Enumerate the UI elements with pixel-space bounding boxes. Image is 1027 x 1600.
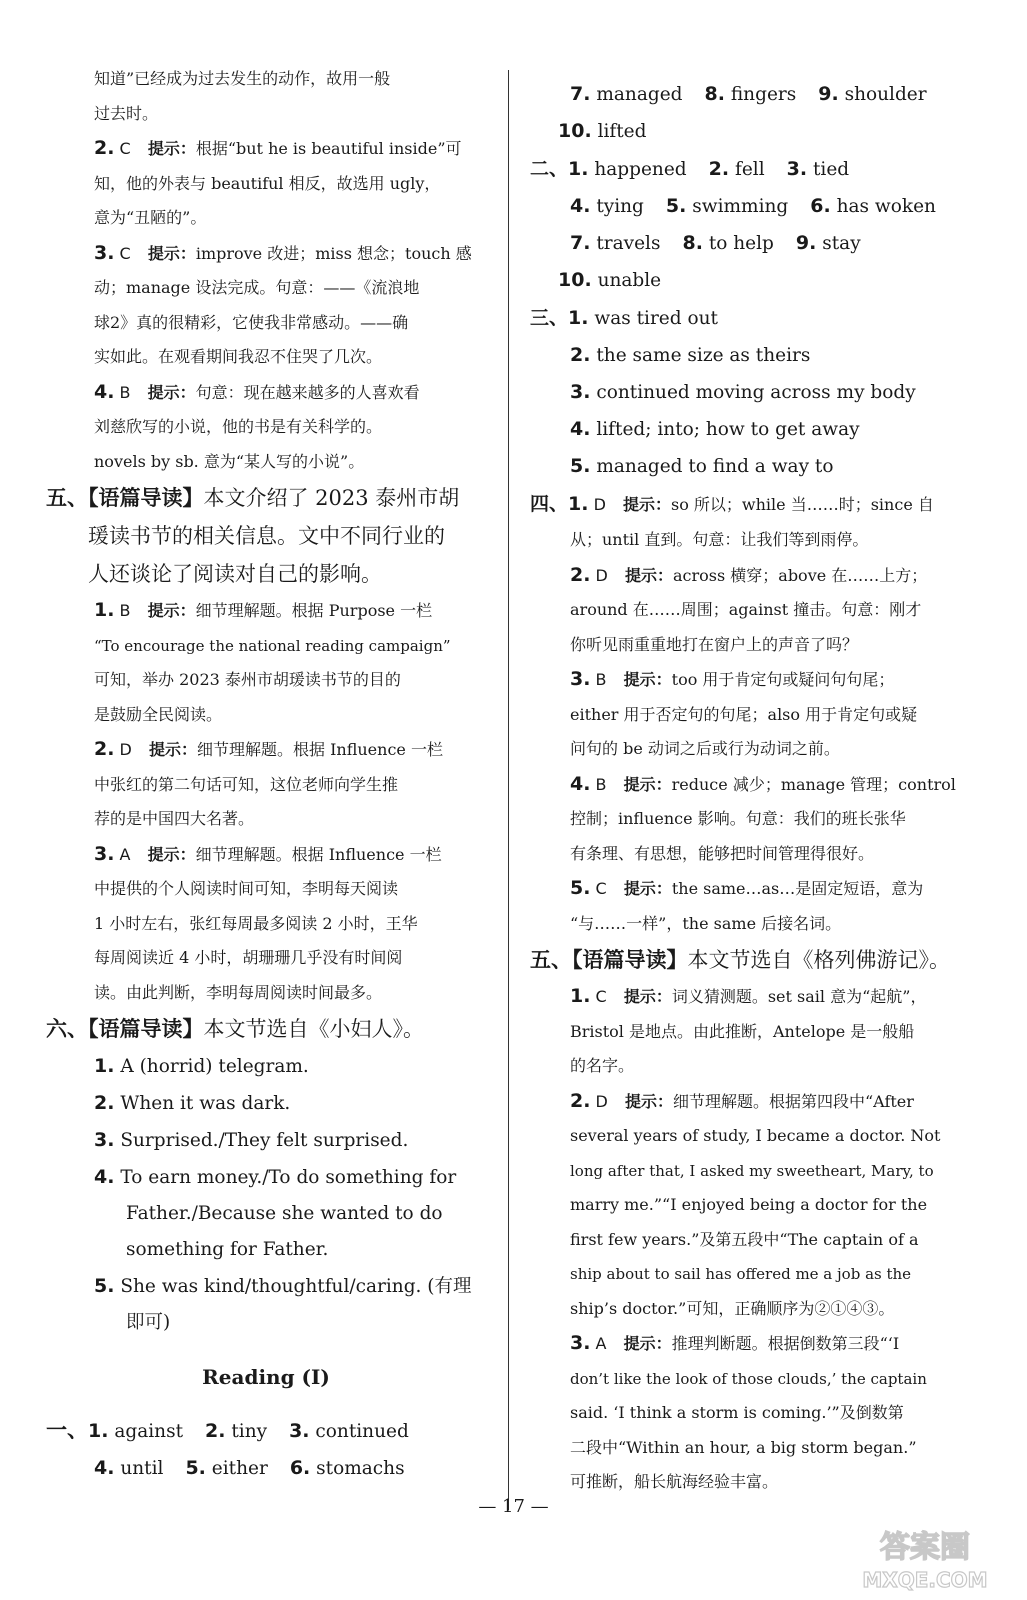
question-number: 4. <box>570 418 591 440</box>
question-item <box>530 1326 985 1500</box>
answer-choice: C <box>595 987 607 1006</box>
text-line: “To encourage the national reading campaign” <box>94 636 451 655</box>
answer-text: tying <box>596 196 644 217</box>
text-line: 句意：现在越来越多的人喜欢看 <box>195 382 420 402</box>
section-number: 四、 <box>530 493 569 515</box>
answer-choice: B <box>595 670 607 689</box>
hint-label: 提示： <box>623 670 672 689</box>
text-line: long after that, I asked my sweetheart, Mary, to <box>570 1161 934 1180</box>
question-number: 4. <box>570 195 591 217</box>
answer-text: shoulder <box>844 84 927 105</box>
text-line: across 横穿；above 在……上方； <box>672 565 928 585</box>
answer-choice: D <box>595 565 608 585</box>
question-item <box>530 979 985 1084</box>
svg-text:答案圈: 答案圈 <box>880 1530 970 1565</box>
hint-label: 提示： <box>147 243 196 263</box>
text-line: 刘慈欣写的小说，他的书是有关科学的。 <box>94 417 383 436</box>
text-line: 荐的是中国四大名著。 <box>94 809 255 828</box>
question-number: 3. <box>570 668 591 690</box>
question-item <box>46 837 486 1011</box>
text-line: 你听见雨重重地打在窗户上的声音了吗？ <box>570 634 859 654</box>
question-number: 2. <box>94 137 115 159</box>
answer-text: managed to find a way to <box>596 456 834 477</box>
question-number: 3. <box>94 241 115 264</box>
question-number: 4. <box>94 1166 115 1188</box>
text-line: 1 小时左右，张红每周最多阅读 2 小时，王华 <box>94 913 418 933</box>
text-line: 有条理、有思想，能够把时间管理得很好。 <box>570 843 875 863</box>
text-line: the same…as…是固定短语，意为 <box>671 879 924 898</box>
answer-text: lifted; into; how to get away <box>596 419 860 440</box>
hint-label: 提示： <box>624 565 673 585</box>
text-line: 细节理解题。根据第四段中“After <box>672 1091 914 1111</box>
question-number: 1. <box>88 1420 109 1442</box>
question-number: 2. <box>570 344 591 366</box>
answer-text: travels <box>596 233 661 254</box>
answer-text: tied <box>812 159 850 180</box>
question-number: 4. <box>94 380 115 403</box>
question-number: 2. <box>94 738 115 760</box>
question-number: 3. <box>94 1129 115 1151</box>
answer-text: lifted <box>597 121 647 142</box>
reading-title: Reading (Ⅰ) <box>202 1365 330 1389</box>
text-line: 过去时。 <box>94 103 159 123</box>
question-item <box>46 236 486 375</box>
answer-text: continued <box>315 1421 409 1442</box>
answer-choice: C <box>119 139 131 158</box>
question-item <box>530 1084 985 1327</box>
answer-text: stay <box>822 233 861 254</box>
question-number: 9. <box>795 232 817 254</box>
watermark-logo <box>830 1525 1020 1595</box>
section-five-right <box>530 941 985 979</box>
text-line: 可推断，船长航海经验丰富。 <box>570 1472 779 1491</box>
text-line: 问句的 be 动词之后或行为动词之前。 <box>570 739 840 758</box>
text-line: ship’s doctor.”可知，正确顺序为②①④③。 <box>570 1298 895 1318</box>
question-number: 9. <box>818 83 839 105</box>
answer-choice: B <box>119 382 131 402</box>
text-line: first few years.”及第五段中“The captain of a <box>570 1229 919 1249</box>
question-number: 1. <box>568 307 589 329</box>
question-number: 3. <box>570 381 591 403</box>
hint-label: 提示： <box>623 774 672 794</box>
answer-text: against <box>114 1421 184 1442</box>
right-column <box>530 76 985 1500</box>
question-number: 8. <box>682 232 703 254</box>
text-line: Bristol 是地点。由此推断，Antelope 是一般船 <box>570 1021 915 1041</box>
question-number: 5. <box>185 1457 206 1479</box>
answer-text: to help <box>708 233 774 254</box>
question-number: 1. <box>570 985 591 1007</box>
hint-label: 提示： <box>624 1091 673 1111</box>
answer-choice: D <box>595 1091 608 1111</box>
question-number: 3. <box>289 1420 310 1442</box>
text-line: don’t like the look of those clouds,’ the captain <box>570 1369 927 1388</box>
question-number: 7. <box>570 83 591 105</box>
text-line: 读。由此判断，李明每周阅读时间最多。 <box>94 982 383 1002</box>
question-number: 4. <box>570 772 591 795</box>
hint-label: 提示： <box>147 601 196 620</box>
text-line: 本文节选自《格列佛游记》。 <box>687 948 950 972</box>
answer-text: She was kind/thoughtful/caring. (有理 <box>120 1276 472 1297</box>
left-column <box>46 62 486 1487</box>
question-number: 6. <box>289 1457 311 1479</box>
answer-text: the same size as theirs <box>596 345 811 366</box>
answer-text: tiny <box>231 1421 268 1442</box>
text-line: so 所以；while 当……时；since 自 <box>671 495 934 514</box>
answer-text: has woken <box>836 196 936 217</box>
section-four <box>530 485 985 941</box>
question-number: 5. <box>665 195 687 217</box>
question-number: 5. <box>94 1275 115 1297</box>
question-number: 6. <box>810 195 831 217</box>
svg-text:MXQE.COM: MXQE.COM <box>862 1568 988 1592</box>
section-number: 二、 <box>530 158 569 180</box>
section-five <box>46 479 486 593</box>
question-number: 1. <box>568 158 589 180</box>
section-tag: 【语篇导读】 <box>572 947 688 972</box>
text-line: 中张红的第二句话可知，这位老师向学生推 <box>94 774 399 794</box>
answer-text: something for Father. <box>126 1239 329 1260</box>
text-line: 的名字。 <box>570 1056 635 1075</box>
text-line: 球2》真的很精彩，它使我非常感动。——确 <box>94 312 409 332</box>
text-line: several years of study, I became a doctor. Not <box>570 1126 941 1145</box>
answer-text: happened <box>594 159 687 180</box>
text-line: novels by sb. 意为“某人写的小说”。 <box>94 451 365 471</box>
section-tag: 【语篇导读】 <box>88 485 204 510</box>
answer-list <box>46 1048 486 1341</box>
text-line: “与……一样”，the same 后接名词。 <box>570 913 842 933</box>
text-line: reduce 减少；manage 管理；control <box>671 774 956 794</box>
hint-label: 提示： <box>622 495 671 514</box>
answer-text: unable <box>597 270 662 291</box>
question-number: 3. <box>570 1332 591 1354</box>
answer-choice: D <box>593 495 606 514</box>
question-number: 3. <box>94 842 115 865</box>
answer-choice: C <box>595 879 607 898</box>
text-line: 细节理解题。根据 Influence 一栏 <box>195 844 442 864</box>
hint-label: 提示： <box>623 987 672 1006</box>
answer-text: fingers <box>730 84 797 105</box>
question-item <box>46 732 486 837</box>
section-number: 六、 <box>46 1016 88 1041</box>
answer-list <box>530 76 985 485</box>
question-number: 1. <box>568 493 589 515</box>
page-number: — 17 — <box>478 1496 549 1517</box>
question-number: 5. <box>570 455 591 477</box>
continued-explanation <box>46 62 486 131</box>
text-line: 细节理解题。根据 Purpose 一栏 <box>195 601 433 620</box>
question-number: 5. <box>570 877 591 899</box>
text-line: ship about to sail has offered me a job as the <box>570 1265 912 1283</box>
section-number: 五、 <box>46 485 88 510</box>
question-number: 2. <box>94 1092 115 1114</box>
section-tag: 【语篇导读】 <box>88 1016 204 1041</box>
text-line: around 在……周围；against 撞击。句意：刚才 <box>570 600 922 619</box>
question-number: 2. <box>708 158 730 180</box>
question-number: 1. <box>94 599 115 621</box>
answer-text: either <box>211 1458 268 1479</box>
question-number: 3. <box>786 158 808 180</box>
section-six <box>46 1010 486 1048</box>
hint-label: 提示： <box>147 382 196 402</box>
question-number: 8. <box>704 83 725 105</box>
text-line: 推理判断题。根据倒数第三段“‘I <box>671 1334 900 1353</box>
text-line: 中提供的个人阅读时间可知，李明每天阅读 <box>94 879 399 898</box>
question-item <box>46 593 486 732</box>
answer-text: continued moving across my body <box>596 382 916 403</box>
answer-text: managed <box>596 84 683 105</box>
text-line: 动；manage 设法完成。句意：——《流浪地 <box>94 278 420 297</box>
text-line: 二段中“Within an hour, a big storm began.” <box>570 1437 917 1457</box>
hint-label: 提示： <box>623 879 672 898</box>
section-number: 三、 <box>530 307 569 329</box>
hint-label: 提示： <box>148 740 197 759</box>
text-line: 实如此。在观看期间我忍不住哭了几次。 <box>94 347 383 366</box>
hint-label: 提示： <box>147 139 196 158</box>
answer-choice: A <box>595 1334 607 1353</box>
hint-label: 提示： <box>147 844 196 864</box>
text-line: marry me.”“I enjoyed being a doctor for the <box>570 1195 928 1214</box>
answer-choice: D <box>119 740 132 759</box>
answer-text: swimming <box>692 196 789 217</box>
text-line: either 用于否定句的句尾；also 用于肯定句或疑 <box>570 704 918 724</box>
text-line: 本文介绍了 2023 泰州市胡 <box>203 486 460 510</box>
text-line: 细节理解题。根据 Influence 一栏 <box>196 740 443 759</box>
answer-text: A (horrid) telegram. <box>120 1056 309 1077</box>
answer-choice: A <box>119 844 131 864</box>
text-line: 控制；influence 影响。句意：我们的班长张华 <box>570 809 906 828</box>
answer-text: stomachs <box>316 1458 405 1479</box>
question-number: 7. <box>570 232 591 254</box>
text-line: 每周阅读近 4 小时，胡珊珊几乎没有时间阅 <box>94 948 403 967</box>
text-line: 本文节选自《小妇人》。 <box>203 1017 424 1041</box>
text-line: 可知，举办 2023 泰州市胡瑗读书节的目的 <box>94 670 401 689</box>
answer-text: was tired out <box>594 308 718 329</box>
text-line: 人还谈论了阅读对自己的影响。 <box>88 562 382 586</box>
question-number: 2. <box>570 1089 591 1112</box>
text-line: improve 改进；miss 想念；touch 感 <box>195 243 472 263</box>
answer-text: Surprised./They felt surprised. <box>120 1130 409 1151</box>
answer-choice: B <box>595 774 607 794</box>
text-line: 知，他的外表与 beautiful 相反，故选用 ugly， <box>94 173 441 193</box>
answer-text: Father./Because she wanted to do <box>126 1203 443 1224</box>
answer-text: 即可) <box>126 1312 171 1333</box>
answer-text: until <box>120 1458 164 1479</box>
section-number: 五、 <box>530 947 572 972</box>
question-number: 2. <box>570 563 591 586</box>
section-number: 一、 <box>46 1417 88 1442</box>
answer-text: When it was dark. <box>120 1093 291 1114</box>
question-number: 1. <box>94 1055 115 1077</box>
question-item <box>46 131 486 236</box>
text-line: 知道”已经成为过去发生的动作，故用一般 <box>94 69 391 88</box>
question-number: 2. <box>205 1420 226 1442</box>
text-line: said. ‘I think a storm is coming.’”及倒数第 <box>570 1403 904 1422</box>
hint-label: 提示： <box>623 1334 672 1353</box>
answer-text: fell <box>735 159 765 180</box>
question-number: 10. <box>558 269 592 291</box>
answer-choice: B <box>119 601 131 620</box>
text-line: too 用于肯定句或疑问句句尾； <box>671 670 895 689</box>
question-number: 10. <box>558 120 592 142</box>
text-line: 瑗读书节的相关信息。文中不同行业的 <box>88 524 445 548</box>
text-line: 从；until 直到。句意：让我们等到雨停。 <box>570 530 869 549</box>
text-line: 根据“but he is beautiful inside”可 <box>195 139 462 158</box>
text-line: 意为“丑陋的”。 <box>94 208 207 227</box>
answer-text: To earn money./To do something for <box>120 1167 457 1188</box>
question-number: 4. <box>94 1457 115 1479</box>
question-item <box>46 375 486 480</box>
text-line: 是鼓励全民阅读。 <box>94 704 223 724</box>
text-line: 词义猜测题。set sail 意为“起航”， <box>671 987 927 1006</box>
column-divider <box>508 70 509 1510</box>
answer-choice: C <box>119 243 131 263</box>
reading-answers <box>46 1411 486 1487</box>
